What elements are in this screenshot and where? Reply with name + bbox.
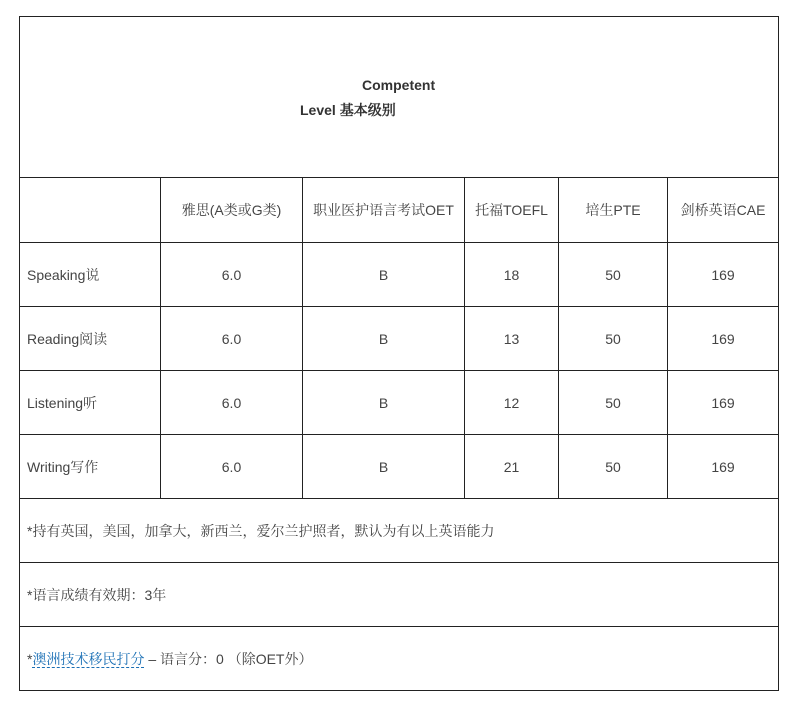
cell-cae: 169	[668, 243, 779, 307]
title-competent: Competent	[362, 77, 436, 93]
cell-oet: B	[303, 371, 465, 435]
points-calculator-link[interactable]: 澳洲技术移民打分	[32, 650, 145, 667]
cell-cae: 169	[668, 435, 779, 499]
cell-oet: B	[303, 307, 465, 371]
title-row	[20, 17, 779, 178]
cell-pte: 50	[559, 435, 668, 499]
header-cae: 剑桥英语CAE	[668, 178, 779, 243]
cell-pte: 50	[559, 307, 668, 371]
row-label-writing: Writing写作	[20, 435, 161, 499]
english-requirements-table	[19, 16, 779, 691]
header-pte: 培生PTE	[559, 178, 668, 243]
cell-ielts: 6.0	[161, 435, 303, 499]
header-row	[20, 178, 779, 243]
cell-pte: 50	[559, 371, 668, 435]
cell-ielts: 6.0	[161, 307, 303, 371]
cell-oet: B	[303, 243, 465, 307]
cell-pte: 50	[559, 243, 668, 307]
cell-ielts: 6.0	[161, 371, 303, 435]
table-row	[20, 435, 779, 499]
table-row	[20, 307, 779, 371]
note-row-points	[20, 627, 779, 691]
note-passport: *持有英国，美国，加拿大，新西兰，爱尔兰护照者，默认为有以上英语能力	[20, 499, 779, 563]
note-points-prefix: *	[27, 650, 33, 667]
note-points	[20, 627, 779, 691]
header-oet: 职业医护语言考试OET	[303, 178, 465, 243]
note-row-validity	[20, 563, 779, 627]
title-cell	[20, 17, 779, 178]
cell-toefl: 12	[465, 371, 559, 435]
title-level: Level 基本级别	[300, 102, 396, 118]
header-ielts: 雅思(A类或G类)	[161, 178, 303, 243]
row-label-speaking: Speaking说	[20, 243, 161, 307]
header-toefl: 托福TOEFL	[465, 178, 559, 243]
cell-cae: 169	[668, 371, 779, 435]
table-row	[20, 243, 779, 307]
cell-ielts: 6.0	[161, 243, 303, 307]
row-label-listening: Listening听	[20, 371, 161, 435]
cell-toefl: 21	[465, 435, 559, 499]
note-validity: *语言成绩有效期：3年	[20, 563, 779, 627]
note-row-passport	[20, 499, 779, 563]
cell-cae: 169	[668, 307, 779, 371]
header-empty	[20, 178, 161, 243]
note-points-suffix: – 语言分：0 （除OET外）	[144, 650, 313, 667]
cell-toefl: 13	[465, 307, 559, 371]
cell-toefl: 18	[465, 243, 559, 307]
cell-oet: B	[303, 435, 465, 499]
table-row	[20, 371, 779, 435]
row-label-reading: Reading阅读	[20, 307, 161, 371]
